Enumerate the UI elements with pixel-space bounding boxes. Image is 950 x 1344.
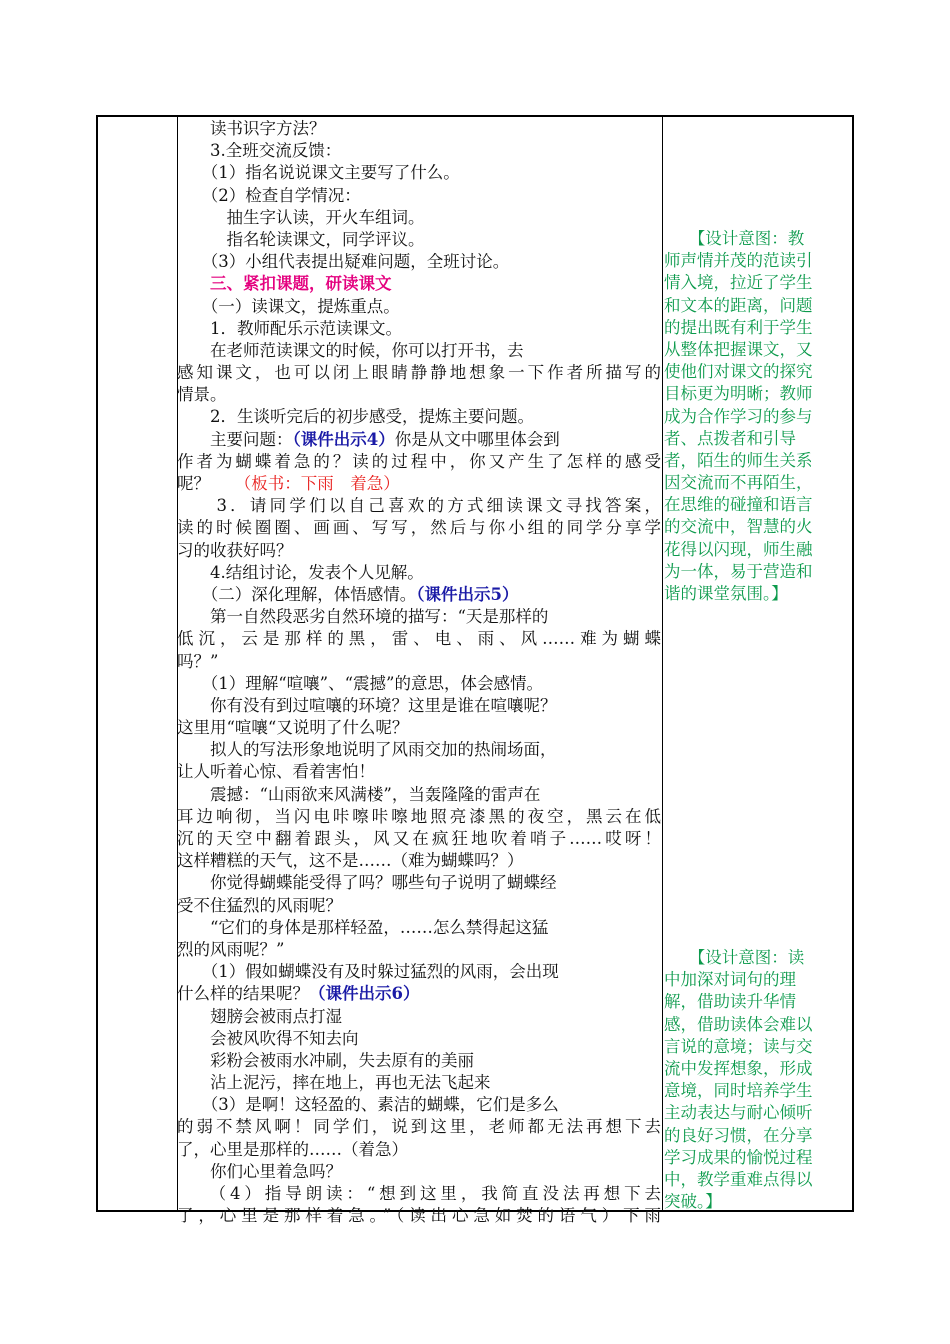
text-segment: 读的时候圈圈、画画、写写，然后与你小组的同学分享学 [177,518,661,538]
text-line [177,584,661,606]
note-line: 主动表达与耐心倾听 [664,1103,813,1123]
note-line: 言说的意境；读与交 [664,1036,813,1056]
note-line: 中，教学重难点得以 [664,1169,813,1189]
text-line [177,939,661,961]
text-line [177,273,661,295]
note-line: 者、点拨者和引导 [664,428,796,448]
text-line [177,1205,661,1227]
text-segment: 3.全班交流反馈： [177,141,342,161]
column-divider-right [662,117,663,1210]
text-segment: 你是从文中哪里体会到 [394,429,560,449]
text-line [177,739,661,761]
teaching-process-column [177,118,661,1227]
text-segment: 习的收获好吗？ [177,540,293,560]
text-segment: 你觉得蝴蝶能受得了吗？哪些句子说明了蝴蝶经 [177,873,557,893]
text-line [177,384,661,406]
text-segment: 的弱不禁风啊！同学们，说到这里，老师都无法再想下去 [177,1117,661,1137]
text-line [177,1139,661,1161]
text-line [177,118,661,140]
note-line: 为一体，易于营造和 [664,561,813,581]
text-segment: 感知课文，也可以闭上眼睛静静地想象一下作者所描写的 [177,363,661,383]
text-line [177,429,661,451]
text-segment: 主要问题： [177,429,293,449]
text-line [177,229,661,251]
text-segment: （3）小组代表提出疑难问题，全班讨论。 [177,252,510,272]
text-segment: 了，心里是那样着急。”（读出心急如焚的语气）下雨 [177,1206,661,1226]
note-line: 花得以闪现，师生融 [664,539,813,559]
note-line: 流中发挥想象，形成 [664,1058,813,1078]
text-segment: 作者为蝴蝶着急的？读的过程中，你又产生了怎样的感受 [177,451,661,471]
text-segment: 抽生字认读，开火车组词。 [177,207,425,227]
text-line [177,185,661,207]
text-segment: 吗？” [177,651,219,671]
note-line: 在思维的碰撞和语言 [664,495,813,515]
note-line: 者，陌生的师生关系 [664,450,813,470]
text-segment: 你有没有到过喧嚷的环境？这里是谁在喧嚷呢？ [177,695,557,715]
text-segment: 1．教师配乐示范读课文。 [177,318,402,338]
note-line: 【设计意图：读 [664,948,805,967]
note-line: 的交流中，智慧的火 [664,517,813,537]
text-segment: 让人听着心惊、看着害怕！ [177,762,375,782]
text-line [177,850,661,872]
note-line: 从整体把握课文，又 [664,339,813,359]
text-line [177,961,661,983]
text-segment: 什么样的结果呢？ [177,984,309,1004]
text-line [177,1006,661,1028]
text-line [177,606,661,628]
note-line: 意境，同时培养学生 [664,1081,813,1101]
text-segment: 震撼：“山雨欲来风满楼”，当轰隆隆的雷声在 [177,784,541,804]
note-line: 和文本的距离，问题 [664,295,813,315]
text-segment: 在老师范读课文的时候，你可以打开书，去 [177,340,524,360]
note-line: 学习成果的愉悦过程 [664,1147,813,1167]
text-line [177,495,661,517]
text-line [177,784,661,806]
text-line [177,540,661,562]
text-segment: （二）深化理解，体悟感情。 [177,584,417,604]
text-line [177,1072,661,1094]
text-segment: 沾上泥污，摔在地上，再也无法飞起来 [177,1073,491,1093]
text-line [177,1183,661,1205]
note-line: 使他们对课文的探究 [664,362,813,382]
text-segment: 沉的天空中翻着跟头，风又在疯狂地吹着哨子……哎呀！ [177,829,661,848]
text-segment: 受不住猛烈的风雨呢？ [177,895,342,915]
text-line [177,1028,661,1050]
text-segment: 4.结组讨论，发表个人见解。 [177,562,424,582]
text-line [177,362,661,384]
text-line [177,917,661,939]
text-line [177,983,661,1005]
text-line [177,473,661,495]
note-line: 【设计意图：教 [664,229,805,248]
text-line [177,1161,661,1183]
text-line [177,673,661,695]
text-segment: 你们心里着急吗？ [177,1161,342,1181]
text-line [177,1116,661,1138]
note-line: 中加深对词句的理 [664,970,796,990]
text-segment: 呢？ [177,474,243,493]
text-segment: （1）理解“喧嚷”、“震撼”的意思，体会感情。 [177,673,543,693]
text-line [177,251,661,273]
text-segment: 这样糟糕的天气，这不是……（难为蝴蝶吗？） [177,851,524,871]
text-segment: “它们的身体是那样轻盈，……怎么禁得起这猛 [177,917,549,937]
note-line: 感，借助读体会难以 [664,1014,813,1034]
text-segment: 读书识字方法？ [177,119,326,138]
text-line [177,761,661,783]
text-segment: 第一自然段恶劣自然环境的描写：“天是那样的 [177,607,549,627]
note-line: 谐的课堂氛围。】 [664,584,788,603]
note-line: 情入境，拉近了学生 [664,273,813,293]
note-line: 因交流而不再陌生， [664,473,813,493]
text-segment: 指名轮读课文，同学评议。 [177,229,425,249]
note-line: 突破。】 [664,1192,722,1212]
text-segment: 情景。 [177,385,227,405]
note-line: 师声情并茂的范读引 [664,251,813,271]
courseware-note: （课件出示6） [309,984,420,1004]
text-line [177,140,661,162]
text-line [177,717,661,739]
text-segment: （1）指名说说课文主要写了什么。 [177,163,460,183]
text-segment: 拟人的写法形象地说明了风雨交加的热闹场面， [177,740,557,760]
text-segment: 3．请同学们以自己喜欢的方式细读课文寻找答案， [177,496,661,516]
board-note: （板书：下雨 着急） [243,474,400,493]
section-heading: 三、紧扣课题，研读课文 [177,274,392,294]
text-line [177,895,661,917]
note-line: 目标更为明晰；教师 [664,384,813,404]
design-intent-note [664,947,836,1213]
text-segment: （3）是啊！这轻盈的、素洁的蝴蝶，它们是多么 [177,1095,559,1115]
text-line [177,406,661,428]
text-line [177,340,661,362]
text-line [177,562,661,584]
note-line: 的良好习惯，在分享 [664,1125,813,1145]
courseware-note: （课件出示5） [416,584,519,604]
text-segment: 2．生谈听完后的初步感受，提炼主要问题。 [177,407,534,427]
text-line [177,651,661,673]
note-line: 的提出既有利于学生 [664,317,813,337]
text-line [177,1050,661,1072]
text-line [177,318,661,340]
note-line: 成为合作学习的参与 [664,406,813,426]
text-segment: 烈的风雨呢？” [177,939,285,959]
text-line [177,517,661,539]
text-segment: 了，心里是那样的……（着急） [177,1139,408,1159]
text-segment: 耳边响彻，当闪电咔嚓咔嚓地照亮漆黑的夜空，黑云在低 [177,806,661,826]
design-intent-note [664,228,836,605]
text-segment: 低沉，云是那样的黑，雷、电、雨、风……难为蝴蝶 [177,629,661,649]
text-line [177,806,661,828]
text-line [177,828,661,850]
text-line [177,872,661,894]
text-segment: 翅膀会被雨点打湿 [177,1006,342,1026]
text-segment: （1）假如蝴蝶没有及时躲过猛烈的风雨，会出现 [177,962,559,982]
text-line [177,695,661,717]
text-segment: 这里用“喧嚷“又说明了什么呢？ [177,718,409,738]
text-segment: （2）检查自学情况： [177,185,361,205]
courseware-note: （课件出示4） [292,429,395,449]
text-line [177,1094,661,1116]
text-line [177,628,661,650]
text-line [177,296,661,318]
note-line: 解，借助读升华情 [664,992,796,1012]
text-segment: （一）读课文，提炼重点。 [177,296,400,316]
text-segment: 彩粉会被雨水冲刷，失去原有的美丽 [177,1050,474,1070]
text-segment: （4）指导朗读：“想到这里，我简直没法再想下去 [177,1184,661,1203]
text-segment: 会被风吹得不知去向 [177,1028,359,1048]
text-line [177,451,661,473]
text-line [177,207,661,229]
text-line [177,162,661,184]
